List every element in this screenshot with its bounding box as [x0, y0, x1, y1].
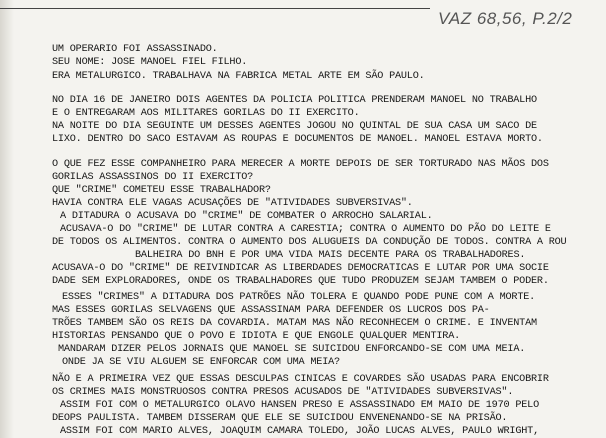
text-line: ACUSAVA-O DO "CRIME" DE REIVINDICAR AS LIBERDADES DEMOCRATICAS E LUTAR POR UMA SOCIE [52, 263, 549, 274]
archive-stamp: VAZ 68,56, P.2/2 [438, 9, 573, 28]
text-line: GORILAS ASSASSINOS DO II EXERCITO? [52, 172, 254, 183]
text-line: NÃO E A PRIMEIRA VEZ QUE ESSAS DESCULPAS CINICAS E COVARDES SÃO USADAS PARA ENCOBRIR [52, 374, 549, 385]
text-line: SEU NOME: JOSE MANOEL FIEL FILHO. [52, 57, 248, 68]
text-line: DEOPS PAULISTA. TAMBEM DISSERAM QUE ELE SE SUICIDOU ENVENENANDO-SE NA PRISÃO. [52, 413, 508, 424]
text-line: HISTORIAS PENSANDO QUE O POVO E IDIOTA E QUE ENGOLE QUALQUER MENTIRA. [52, 331, 461, 342]
text-line: MAS ESSES GORILAS SELVAGENS QUE ASSASSINAM PARA DEFENDER OS LUCROS DOS PA- [52, 305, 490, 316]
text-line: QUE "CRIME" COMETEU ESSE TRABALHADOR? [52, 185, 271, 196]
text-line: DADE SEM EXPLORADORES, ONDE OS TRABALHADORES QUE TUDO PRODUZEM SEJAM TAMBEM O PODER. [52, 276, 549, 287]
text-line: LIXO. DENTRO DO SACO ESTAVAM AS ROUPAS E DOCUMENTOS DE MANOEL. MANOEL ESTAVA MORTO. [52, 134, 543, 145]
scan-shadow [0, 0, 14, 438]
text-line: OS CRIMES MAIS MONSTRUOSOS CONTRA PRESOS ACUSADOS DE "ATIVIDADES SUBVERSIVAS". [52, 387, 514, 398]
text-line: DE TODOS OS ALIMENTOS. CONTRA O AUMENTO DOS ALUGUEIS DA CONDUÇÃO DE TODOS. CONTRA A ROU [52, 237, 567, 248]
text-line: UM OPERARIO FOI ASSASSINADO. [52, 44, 218, 55]
text-line: ERA METALURGICO. TRABALHAVA NA FABRICA METAL ARTE EM SÃO PAULO. [52, 71, 425, 82]
text-line: O QUE FEZ ESSE COMPANHEIRO PARA MERECER A MORTE DEPOIS DE SER TORTURADO NAS MÃOS DOS [52, 159, 549, 170]
text-line: HAVIA CONTRA ELE VAGAS ACUSAÇÕES DE "ATIVIDADES SUBVERSIVAS". [52, 198, 413, 209]
text-line: A DITADURA O ACUSAVA DO "CRIME" DE COMBATER O ARROCHO SALARIAL. [60, 211, 433, 222]
text-line: MANDARAM DIZER PELOS JORNAIS QUE MANOEL SE SUICIDOU ENFORCANDO-SE COM UMA MEIA. [58, 344, 526, 355]
header-rule [0, 8, 430, 9]
text-line: ASSIM FOI COM O METALURGICO OLAVO HANSEN PRESO E ASSASSINADO EM MAIO DE 1970 PELO [60, 400, 539, 411]
text-line: ASSIM FOI COM MARIO ALVES, JOAQUIM CAMARA TOLEDO, JOÃO LUCAS ALVES, PAULO WRIGHT, [60, 426, 539, 437]
text-line: BALHEIRA DO BNH E POR UMA VIDA MAIS DECENTE PARA OS TRABALHADORES. [135, 250, 526, 261]
text-line: NA NOITE DO DIA SEGUINTE UM DESSES AGENTES JOGOU NO QUINTAL DE SUA CASA UM SACO DE [52, 121, 537, 132]
text-line: TRÕES TAMBEM SÃO OS REIS DA COVARDIA. MATAM MAS NÃO RECONHECEM O CRIME. E INVENTAM [52, 318, 537, 329]
text-line: ACUSAVA-O DO "CRIME" DE LUTAR CONTRA A CARESTIA; CONTRA O AUMENTO DO PÃO DO LEITE E [60, 224, 551, 235]
text-line: ESSES "CRIMES" A DITADURA DOS PATRÕES NÃO TOLERA E QUANDO PODE PUNE COM A MORTE. [62, 292, 536, 303]
text-line: ONDE JA SE VIU ALGUEM SE ENFORCAR COM UMA MEIA? [62, 357, 340, 368]
text-line: NO DIA 16 DE JANEIRO DOIS AGENTES DA POLICIA POLITICA PRENDERAM MANOEL NO TRABALHO [52, 95, 537, 106]
text-line: E O ENTREGARAM AOS MILITARES GORILAS DO II EXERCITO. [52, 108, 360, 119]
